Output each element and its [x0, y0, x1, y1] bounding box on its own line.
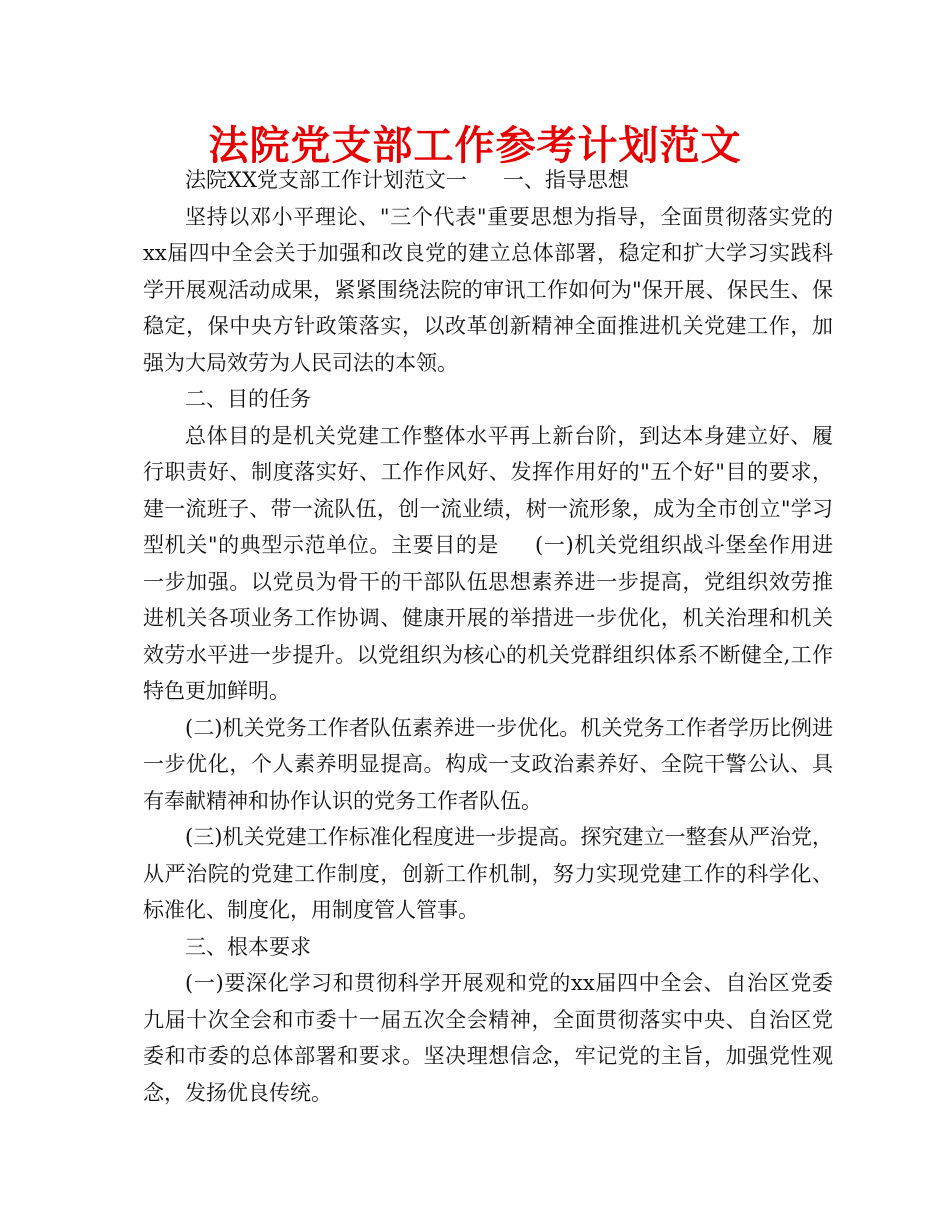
document-body: [143, 162, 833, 1111]
paragraph-2-main: 总体目的是机关党建工作整体水平再上新台阶，到达本身建立好、履行职责好、制度落实好、工作作风好、发挥作用好的"五个好"目的要求，建一流班子、带一流队伍，创一流业绩，树一流形象，成为全市创立"学习型机关"的典型示范单位。主要目的是: [143, 423, 833, 557]
document-title: 法院党支部工作参考计划范文: [208, 122, 742, 169]
section-heading-2: 二、目的任务: [185, 387, 311, 411]
intro-line: [143, 162, 833, 199]
paragraph-2: [143, 418, 833, 710]
paragraph-4: (三)机关党建工作标准化程度进一步提高。探究建立一整套从严治党，从严治院的党建工作制度，创新工作机制，努力实现党建工作的科学化、标准化、制度化，用制度管人管事。: [143, 825, 833, 922]
paragraph-1: 坚持以邓小平理论、"三个代表"重要思想为指导，全面贯彻落实党的xx届四中全会关于加强和改良党的建立总体部署，稳定和扩大学习实践科学开展观活动成果，紧紧围绕法院的审讯工作如何为"保开展、保民生、保稳定，保中央方针政策落实，以改革创新精神全面推进机关党建工作，加强为大局效劳为人民司法的本领。: [143, 204, 833, 375]
section-heading-3: 三、根本要求: [185, 934, 311, 959]
paragraph-5: (一)要深化学习和贯彻科学开展观和党的xx届四中全会、自治区党委九届十次全会和市委十一届五次全会精神，全面贯彻落实中央、自治区党委和市委的总体部署和要求。坚决理想信念，牢记党的主旨，加强党性观念，发扬优良传统。: [143, 971, 833, 1105]
section-heading-1: 一、指导思想: [502, 168, 629, 192]
paragraph-3: (二)机关党务工作者队伍素养进一步优化。机关党务工作者学历比例进一步优化，个人素养明显提高。构成一支政治素养好、全院干警公认、具有奉献精神和协作认识的党务工作者队伍。: [143, 715, 833, 813]
paragraph-2-tail: (一)机关党组织战斗堡垒作用进一步加强。以党员为骨干的干部队伍思想素养进一步提高，党组织效劳推进机关各项业务工作协调、健康开展的举措进一步优化，机关治理和机关效劳水平进一步提升。以党组织为核心的机关党群组织体系不断健全,工作特色更加鲜明。: [143, 533, 833, 703]
intro-left: 法院XX党支部工作计划范文一: [185, 168, 467, 192]
